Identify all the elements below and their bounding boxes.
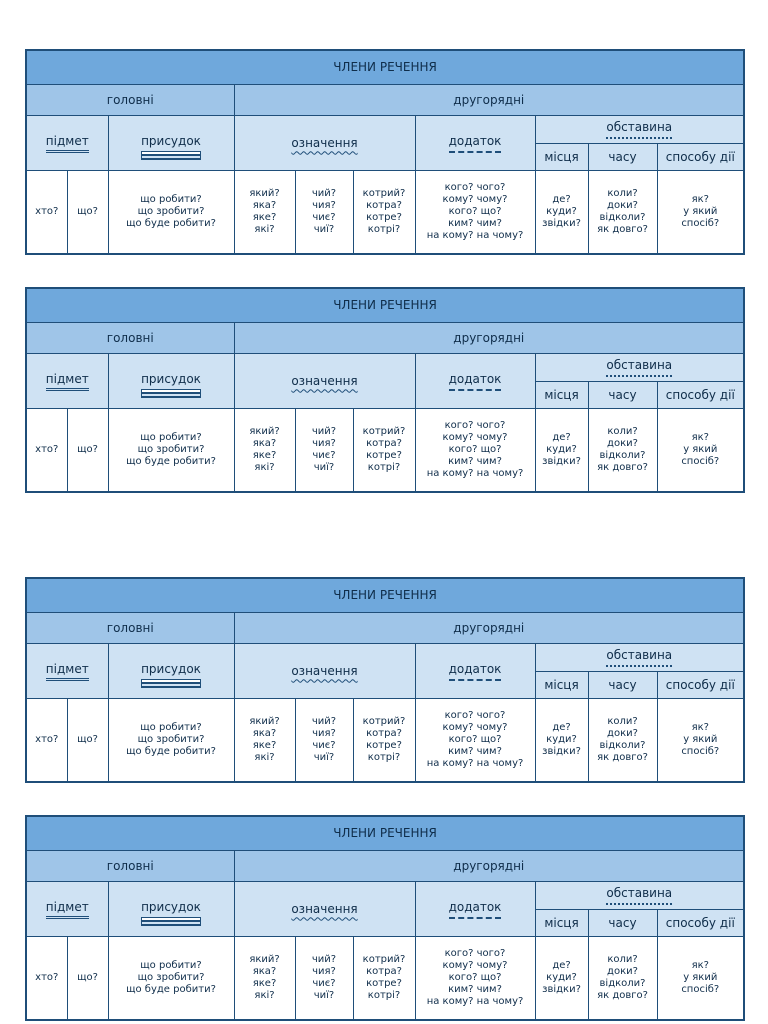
predicate-questions: що робити? що зробити? що буде робити? (108, 937, 234, 1020)
predicate-label: присудок (141, 662, 201, 680)
adverbial-header (535, 116, 744, 144)
attribute-questions-order: котрий? котра? котре? котрі? (353, 409, 415, 492)
time-questions: коли? доки? відколи? як довго? (588, 409, 657, 492)
object-header (415, 882, 535, 937)
object-label: додаток (449, 134, 502, 153)
attribute-questions-which: який? яка? яке? які? (234, 699, 295, 782)
subject-question-who: хто? (26, 171, 67, 254)
adverbial-place-header: місця (535, 381, 588, 409)
place-questions: де? куди? звідки? (535, 171, 588, 254)
adverbial-manner-header: способу дії (657, 671, 744, 699)
object-header (415, 116, 535, 171)
predicate-questions: що робити? що зробити? що буде робити? (108, 409, 234, 492)
predicate-questions: що робити? що зробити? що буде робити? (108, 171, 234, 254)
subject-label: підмет (46, 900, 89, 919)
attribute-header (234, 116, 415, 171)
subject-header (26, 882, 108, 937)
predicate-label: присудок (141, 134, 201, 152)
manner-questions: як? у який спосіб? (657, 937, 744, 1020)
attribute-label: означення (291, 136, 358, 151)
object-questions: кого? чого? кому? чому? кого? що? ким? чим? на кому? на чому? (415, 409, 535, 492)
adverbial-place-header: місця (535, 909, 588, 937)
subject-question-who: хто? (26, 937, 67, 1020)
attribute-questions-which: який? яка? яке? які? (234, 937, 295, 1020)
attribute-questions-which: який? яка? яке? які? (234, 409, 295, 492)
place-questions: де? куди? звідки? (535, 409, 588, 492)
adverbial-label: обставина (606, 648, 672, 667)
main-parts-header: головні (26, 612, 234, 644)
subject-label: підмет (46, 134, 89, 153)
adverbial-time-header: часу (588, 909, 657, 937)
subject-question-who: хто? (26, 699, 67, 782)
predicate-header (108, 116, 234, 171)
sentence-parts-table-3 (25, 577, 745, 783)
table-title: ЧЛЕНИ РЕЧЕННЯ (26, 816, 744, 850)
adverbial-label: обставина (606, 358, 672, 377)
object-label: додаток (449, 372, 502, 391)
predicate-header (108, 882, 234, 937)
attribute-header (234, 644, 415, 699)
attribute-questions-order: котрий? котра? котре? котрі? (353, 699, 415, 782)
adverbial-label: обставина (606, 120, 672, 139)
subject-header (26, 354, 108, 409)
subject-header (26, 116, 108, 171)
manner-questions: як? у який спосіб? (657, 171, 744, 254)
predicate-header (108, 644, 234, 699)
adverbial-header (535, 644, 744, 672)
attribute-header (234, 882, 415, 937)
subject-question-what: що? (67, 699, 108, 782)
table-title: ЧЛЕНИ РЕЧЕННЯ (26, 578, 744, 612)
object-header (415, 644, 535, 699)
main-parts-header: головні (26, 84, 234, 116)
secondary-parts-header: другорядні (234, 84, 744, 116)
adverbial-manner-header: способу дії (657, 381, 744, 409)
object-label: додаток (449, 900, 502, 919)
attribute-questions-order: котрий? котра? котре? котрі? (353, 171, 415, 254)
place-questions: де? куди? звідки? (535, 699, 588, 782)
attribute-header (234, 354, 415, 409)
sentence-parts-table-2 (25, 287, 745, 493)
secondary-parts-header: другорядні (234, 612, 744, 644)
time-questions: коли? доки? відколи? як довго? (588, 937, 657, 1020)
subject-question-what: що? (67, 171, 108, 254)
attribute-label: означення (291, 374, 358, 389)
attribute-questions-whose: чий? чия? чиє? чиї? (295, 699, 353, 782)
object-label: додаток (449, 662, 502, 681)
attribute-questions-whose: чий? чия? чиє? чиї? (295, 409, 353, 492)
attribute-questions-whose: чий? чия? чиє? чиї? (295, 937, 353, 1020)
time-questions: коли? доки? відколи? як довго? (588, 699, 657, 782)
attribute-questions-order: котрий? котра? котре? котрі? (353, 937, 415, 1020)
adverbial-header (535, 354, 744, 382)
secondary-parts-header: другорядні (234, 322, 744, 354)
adverbial-header (535, 882, 744, 910)
object-questions: кого? чого? кому? чому? кого? що? ким? чим? на кому? на чому? (415, 171, 535, 254)
manner-questions: як? у який спосіб? (657, 409, 744, 492)
attribute-questions-which: який? яка? яке? які? (234, 171, 295, 254)
place-questions: де? куди? звідки? (535, 937, 588, 1020)
main-parts-header: головні (26, 850, 234, 882)
object-questions: кого? чого? кому? чому? кого? що? ким? чим? на кому? на чому? (415, 937, 535, 1020)
main-parts-header: головні (26, 322, 234, 354)
adverbial-time-header: часу (588, 671, 657, 699)
adverbial-place-header: місця (535, 143, 588, 171)
subject-header (26, 644, 108, 699)
table-title: ЧЛЕНИ РЕЧЕННЯ (26, 50, 744, 84)
attribute-questions-whose: чий? чия? чиє? чиї? (295, 171, 353, 254)
sentence-parts-table-4 (25, 815, 745, 1021)
adverbial-manner-header: способу дії (657, 909, 744, 937)
object-questions: кого? чого? кому? чому? кого? що? ким? чим? на кому? на чому? (415, 699, 535, 782)
attribute-label: означення (291, 664, 358, 679)
subject-question-what: що? (67, 937, 108, 1020)
adverbial-time-header: часу (588, 143, 657, 171)
time-questions: коли? доки? відколи? як довго? (588, 171, 657, 254)
predicate-header (108, 354, 234, 409)
adverbial-label: обставина (606, 886, 672, 905)
manner-questions: як? у який спосіб? (657, 699, 744, 782)
attribute-label: означення (291, 902, 358, 917)
object-header (415, 354, 535, 409)
subject-question-who: хто? (26, 409, 67, 492)
sentence-parts-table-1 (25, 49, 745, 255)
subject-label: підмет (46, 372, 89, 391)
predicate-label: присудок (141, 900, 201, 918)
secondary-parts-header: другорядні (234, 850, 744, 882)
adverbial-manner-header: способу дії (657, 143, 744, 171)
subject-label: підмет (46, 662, 89, 681)
table-title: ЧЛЕНИ РЕЧЕННЯ (26, 288, 744, 322)
adverbial-place-header: місця (535, 671, 588, 699)
predicate-label: присудок (141, 372, 201, 390)
predicate-questions: що робити? що зробити? що буде робити? (108, 699, 234, 782)
subject-question-what: що? (67, 409, 108, 492)
adverbial-time-header: часу (588, 381, 657, 409)
